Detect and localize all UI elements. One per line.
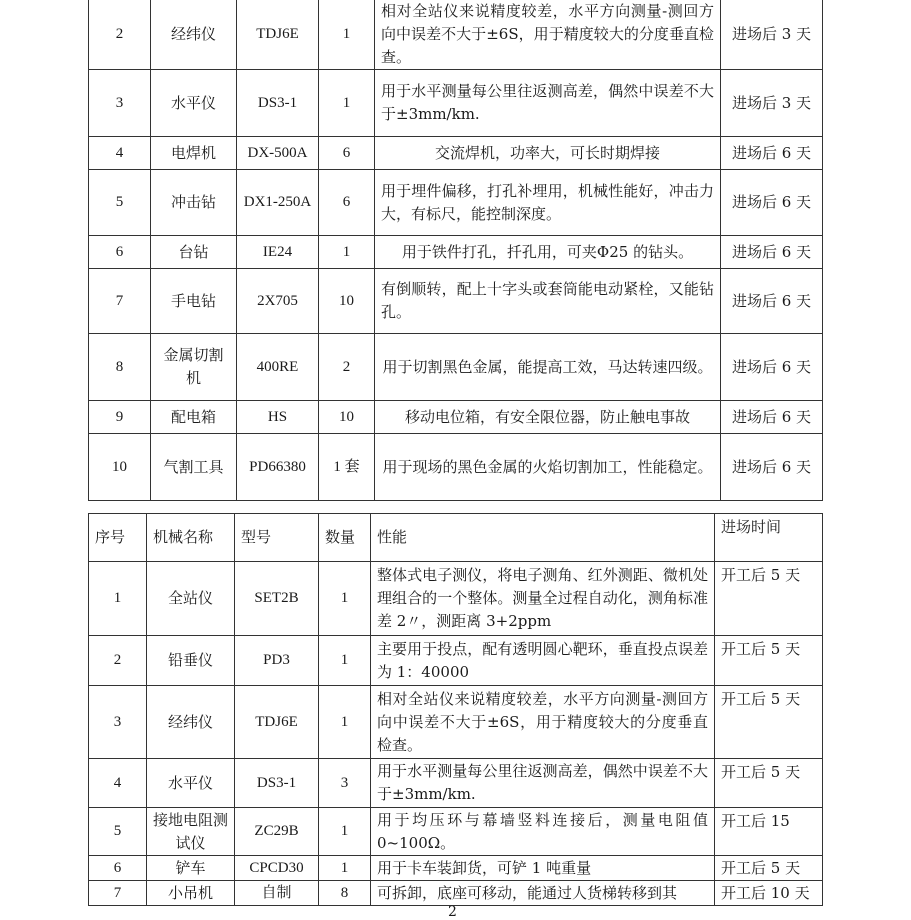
row-no: 5	[89, 808, 147, 856]
entry-time: 开工后 10 天	[715, 881, 823, 906]
entry-time: 开工后 5 天	[715, 636, 823, 686]
entry-time: 开工后 5 天	[715, 562, 823, 636]
model: ZC29B	[235, 808, 319, 856]
model: TDJ6E	[237, 0, 319, 70]
model: 400RE	[237, 334, 319, 401]
header-time: 进场时间	[715, 514, 823, 562]
row-no: 6	[89, 856, 147, 881]
quantity: 3	[319, 759, 371, 808]
quantity: 2	[319, 334, 375, 401]
entry-time: 进场后 3 天	[721, 0, 823, 70]
table-row	[89, 236, 823, 269]
machine-name: 小吊机	[147, 881, 235, 906]
entry-time: 进场后 6 天	[721, 137, 823, 170]
table-row	[89, 434, 823, 501]
model: HS	[237, 401, 319, 434]
table-row	[89, 808, 823, 856]
machine-name: 接地电阻测试仪	[147, 808, 235, 856]
machine-name: 气割工具	[151, 434, 237, 501]
model: DS3-1	[235, 759, 319, 808]
performance: 相对全站仪来说精度较差，水平方向测量-测回方向中误差不大于±6S，用于精度较大的分度垂直检查。	[375, 0, 721, 70]
model: TDJ6E	[235, 686, 319, 759]
model: DX-500A	[237, 137, 319, 170]
row-no: 10	[89, 434, 151, 501]
performance: 主要用于投点，配有透明圆心靶环，垂直投点误差为 1：40000	[371, 636, 715, 686]
quantity: 8	[319, 881, 371, 906]
model: 2X705	[237, 269, 319, 334]
entry-time: 开工后 15	[715, 808, 823, 856]
header-perf: 性能	[371, 514, 715, 562]
table-row	[89, 334, 823, 401]
machine-name: 经纬仪	[147, 686, 235, 759]
machine-name: 全站仪	[147, 562, 235, 636]
quantity: 1	[319, 856, 371, 881]
machine-name: 配电箱	[151, 401, 237, 434]
machine-name: 金属切割机	[151, 334, 237, 401]
performance: 移动电位箱，有安全限位器，防止触电事故	[375, 401, 721, 434]
entry-time: 进场后 6 天	[721, 434, 823, 501]
entry-time: 开工后 5 天	[715, 759, 823, 808]
entry-time: 进场后 6 天	[721, 269, 823, 334]
row-no: 7	[89, 881, 147, 906]
page-number: 2	[448, 904, 457, 920]
performance: 用于铁件打孔，扦孔用，可夹Φ25 的钻头。	[375, 236, 721, 269]
performance: 整体式电子测仪，将电子测角、红外测距、微机处理组合的一个整体。测量全过程自动化，测角标准差 2〃，测距离 3+2ppm	[371, 562, 715, 636]
machine-name: 水平仪	[147, 759, 235, 808]
model: CPCD30	[235, 856, 319, 881]
quantity: 10	[319, 401, 375, 434]
table-header-row	[89, 514, 823, 562]
performance: 有倒顺转，配上十字头或套筒能电动紧栓，又能钻孔。	[375, 269, 721, 334]
table-row	[89, 170, 823, 236]
quantity: 1 套	[319, 434, 375, 501]
performance: 用于均压环与幕墙竖料连接后，测量电阻值 0~100Ω。	[371, 808, 715, 856]
quantity: 1	[319, 0, 375, 70]
entry-time: 进场后 6 天	[721, 334, 823, 401]
table-row	[89, 0, 823, 70]
row-no: 2	[89, 0, 151, 70]
table-row	[89, 856, 823, 881]
machine-name: 铲车	[147, 856, 235, 881]
machine-name: 经纬仪	[151, 0, 237, 70]
row-no: 7	[89, 269, 151, 334]
row-no: 4	[89, 137, 151, 170]
row-no: 3	[89, 686, 147, 759]
quantity: 1	[319, 636, 371, 686]
table-row	[89, 401, 823, 434]
entry-time: 开工后 5 天	[715, 686, 823, 759]
equipment-table	[88, 513, 823, 906]
model: PD66380	[237, 434, 319, 501]
machine-name: 水平仪	[151, 70, 237, 137]
performance: 可拆卸，底座可移动，能通过人货梯转移到其	[371, 881, 715, 906]
machine-name: 电焊机	[151, 137, 237, 170]
row-no: 1	[89, 562, 147, 636]
performance: 用于水平测量每公里往返测高差，偶然中误差不大于±3mm/km.	[371, 759, 715, 808]
model: 自制	[235, 881, 319, 906]
machine-name: 手电钻	[151, 269, 237, 334]
table-row	[89, 686, 823, 759]
model: PD3	[235, 636, 319, 686]
row-no: 3	[89, 70, 151, 137]
model: DX1-250A	[237, 170, 319, 236]
performance: 用于现场的黑色金属的火焰切割加工，性能稳定。	[375, 434, 721, 501]
entry-time: 进场后 3 天	[721, 70, 823, 137]
quantity: 1	[319, 562, 371, 636]
entry-time: 进场后 6 天	[721, 236, 823, 269]
quantity: 1	[319, 236, 375, 269]
entry-time: 进场后 6 天	[721, 401, 823, 434]
quantity: 6	[319, 137, 375, 170]
performance: 用于埋件偏移，打孔补埋用，机械性能好，冲击力大，有标尺，能控制深度。	[375, 170, 721, 236]
equipment-table-continued	[88, 0, 823, 501]
quantity: 6	[319, 170, 375, 236]
row-no: 8	[89, 334, 151, 401]
quantity: 1	[319, 70, 375, 137]
row-no: 6	[89, 236, 151, 269]
machine-name: 台钻	[151, 236, 237, 269]
table-row	[89, 70, 823, 137]
table-row	[89, 137, 823, 170]
table-row	[89, 759, 823, 808]
performance: 交流焊机，功率大，可长时期焊接	[375, 137, 721, 170]
machine-name: 冲击钻	[151, 170, 237, 236]
performance: 用于卡车装卸货，可铲 1 吨重量	[371, 856, 715, 881]
table-row	[89, 636, 823, 686]
row-no: 9	[89, 401, 151, 434]
model: DS3-1	[237, 70, 319, 137]
quantity: 10	[319, 269, 375, 334]
header-name: 机械名称	[147, 514, 235, 562]
table-row	[89, 562, 823, 636]
header-model: 型号	[235, 514, 319, 562]
machine-name: 铅垂仪	[147, 636, 235, 686]
row-no: 2	[89, 636, 147, 686]
quantity: 1	[319, 808, 371, 856]
row-no: 5	[89, 170, 151, 236]
row-no: 4	[89, 759, 147, 808]
performance: 相对全站仪来说精度较差，水平方向测量-测回方向中误差不大于±6S，用于精度较大的分度垂直检查。	[371, 686, 715, 759]
header-no: 序号	[89, 514, 147, 562]
model: SET2B	[235, 562, 319, 636]
entry-time: 进场后 6 天	[721, 170, 823, 236]
table-row	[89, 881, 823, 906]
entry-time: 开工后 5 天	[715, 856, 823, 881]
header-qty: 数量	[319, 514, 371, 562]
table-row	[89, 269, 823, 334]
quantity: 1	[319, 686, 371, 759]
performance: 用于切割黑色金属，能提高工效，马达转速四级。	[375, 334, 721, 401]
performance: 用于水平测量每公里往返测高差，偶然中误差不大于±3mm/km.	[375, 70, 721, 137]
model: IE24	[237, 236, 319, 269]
